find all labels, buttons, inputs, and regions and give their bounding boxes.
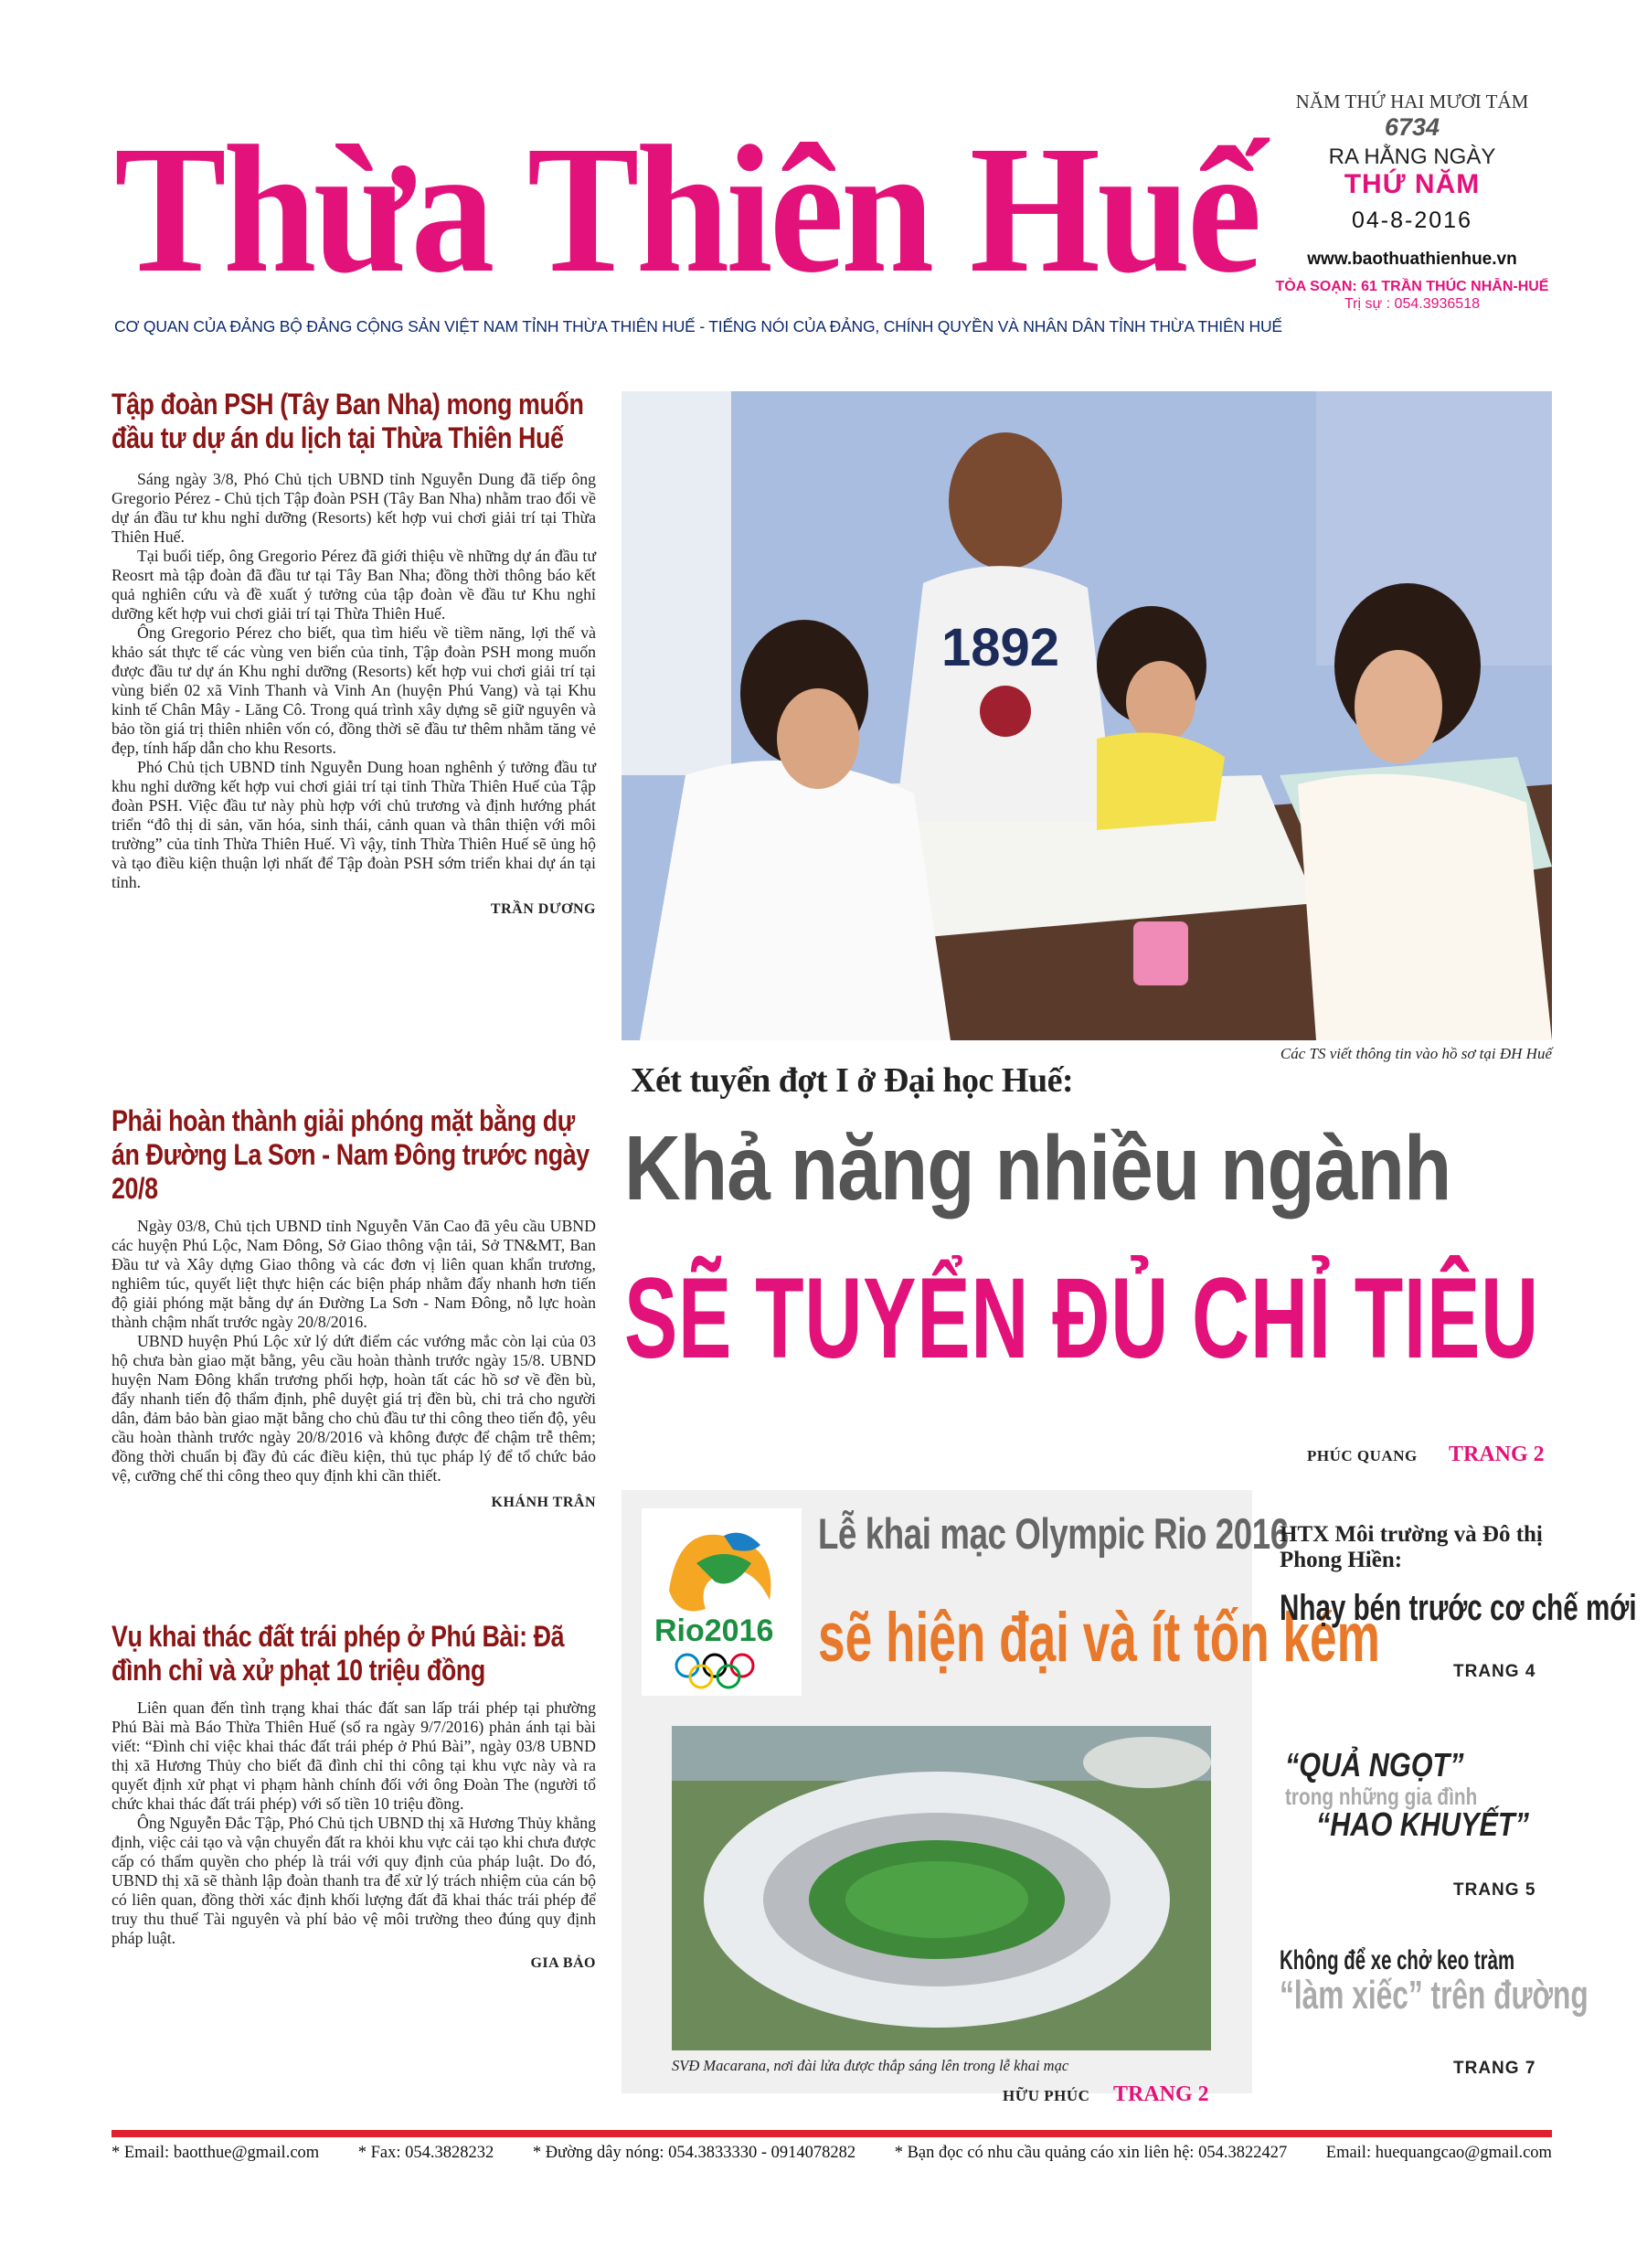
footer-hotline: * Đường dây nóng: 054.3833330 - 0914078282 (532, 2144, 856, 2162)
teaser-page-link[interactable]: TRANG 4 (1453, 1662, 1536, 1681)
article-body (112, 1217, 596, 1485)
teaser-page-link[interactable]: TRANG 7 (1453, 2059, 1536, 2078)
issue-info (1261, 91, 1563, 313)
stadium-caption: SVĐ Macarana, nơi đài lửa được thắp sáng lên trong lễ khai mạc (672, 2057, 1069, 2074)
masthead-tagline: CƠ QUAN CỦA ĐẢNG BỘ ĐẢNG CỘNG SẢN VIỆT NAM TỈNH THỪA THIÊN HUẾ - TIẾNG NÓI CỦA ĐẢNG, CHÍNH QUYỀN VÀ NHÂN DÂN TỈNH THỪA THIÊN HUẾ (114, 317, 1282, 335)
footer-rule (112, 2130, 1552, 2137)
teaser-line[interactable]: “QUẢ NGỌT” (1285, 1746, 1464, 1784)
article-body (112, 470, 596, 892)
article-la-son (112, 1104, 596, 1511)
olympic-headline-line1[interactable]: Lễ khai mạc Olympic Rio 2016 (818, 1509, 1289, 1558)
article-byline: KHÁNH TRÂN (491, 1495, 596, 1510)
footer-email[interactable]: * Email: baotthue@gmail.com (112, 2144, 320, 2162)
footer-ads: * Bạn đọc có nhu cầu quảng cáo xin liên hệ: 054.3822427 (894, 2144, 1288, 2162)
lead-headline-line2[interactable]: SẼ TUYỂN ĐỦ CHỈ TIÊU (624, 1255, 1539, 1382)
teaser-qua-ngot[interactable] (1280, 1746, 1554, 1844)
rio-logo (642, 1508, 802, 1696)
olympic-headline-line2[interactable]: sẽ hiện đại và ít tốn kém (818, 1599, 1380, 1677)
article-headline[interactable]: Phải hoàn thành giải phóng mặt bằng dự án Đường La Sơn - Nam Đông trước ngày 20/8 (112, 1104, 590, 1205)
teaser-keo-tram[interactable] (1280, 1945, 1589, 2018)
lead-kicker[interactable]: Xét tuyển đợt I ở Đại học Huế: (631, 1061, 1074, 1100)
stadium-photo[interactable] (672, 1726, 1211, 2050)
article-paragraph: Sáng ngày 3/8, Phó Chủ tịch UBND tỉnh Nguyễn Dung đã tiếp ông Gregorio Pérez - Chủ tịch Tập đoàn PSH (Tây Ban Nha) nhằm trao đổi về dự án đầu tư khu nghỉ dưỡng (Resorts) kết hợp vui chơi giải trí tại Thừa Thiên Huế. (112, 470, 596, 546)
lead-author: PHÚC QUANG (1307, 1447, 1418, 1464)
office-phone: Trị sự : 054.3936518 (1344, 296, 1480, 313)
issue-frequency: RA HẰNG NGÀY (1328, 144, 1496, 169)
footer-contacts (112, 2144, 1552, 2163)
article-headline[interactable]: Vụ khai thác đất trái phép ở Phú Bài: Đã đình chỉ và xử phạt 10 triệu đồng (112, 1620, 565, 1687)
lead-photo-caption: Các TS viết thông tin vào hồ sơ tại ĐH Huế (1280, 1045, 1552, 1062)
article-paragraph: Ông Nguyễn Đắc Tập, Phó Chủ tịch UBND thị xã Hương Thủy khẳng định, việc cải tạo và vận chuyển đất ra khỏi khu vực cải tạo khi chưa được cấp có thẩm quyền cho phép là trái với quy định của pháp luật. Do đó, UBND thị xã sẽ thành lập đoàn thanh tra để xử lý trách nhiệm của cán bộ có liên quan, đồng thời xác định khối lượng đất đã khai thác trái phép để truy thu thuế Tài nguyên và phí bảo vệ môi trường theo đúng quy định pháp luật. (112, 1814, 596, 1947)
article-body (112, 1698, 596, 1948)
teaser-headline[interactable]: Nhạy bén trước cơ chế mới (1280, 1588, 1637, 1628)
office-address: TÒA SOẠN: 61 TRẦN THÚC NHẪN-HUẾ (1275, 278, 1549, 294)
rio-logo-text: Rio2016 (654, 1613, 774, 1648)
article-byline: GIA BẢO (530, 1955, 596, 1971)
lead-headline-line1[interactable]: Khả năng nhiều ngành (624, 1117, 1451, 1219)
website-link[interactable]: www.baothuathienhue.vn (1307, 249, 1517, 269)
olympic-author: HỮU PHÚC (1003, 2087, 1090, 2104)
issue-number: 6734 (1384, 113, 1440, 142)
issue-weekday: THỨ NĂM (1344, 169, 1481, 200)
article-paragraph: UBND huyện Phú Lộc xử lý dứt điểm các vướng mắc còn lại của 03 hộ chưa bàn giao mặt bằng, yêu cầu hoàn thành trước ngày 15/8. UBND huyện Nam Đông khẩn trương phối hợp, hoàn tất các hồ sơ về đền bù, đẩy nhanh tiến độ thẩm định, phê duyệt giá trị đền bù, chi trả cho người dân, đảm bảo bàn giao mặt bằng cho chủ đầu tư thi công theo tiến độ, yêu cầu hoàn thành trước ngày 20/8/2016 và không được để chậm trễ thêm; đồng thời chuẩn bị đầy đủ các điều kiện, thủ tục pháp lý để tổ chức bảo vệ, cưỡng chế thi công theo quy định khi cần thiết. (112, 1332, 596, 1485)
article-headline[interactable]: Tập đoàn PSH (Tây Ban Nha) mong muốn đầu tư dự án du lịch tại Thừa Thiên Huế (112, 388, 584, 454)
article-paragraph: Ngày 03/8, Chủ tịch UBND tỉnh Nguyễn Văn Cao đã yêu cầu UBND các huyện Phú Lộc, Nam Đông, Sở Giao thông vận tải, Sở TN&MT, Ban Đầu tư và Xây dựng Giao thông và các đơn vị liên quan khẩn trương, nghiêm túc, quyết liệt thực hiện các biện pháp nhằm đẩy nhanh hơn tiến độ giải phóng mặt bằng dự án Đường La Sơn - Nam Đông, nỗ lực hoàn thành chậm nhất trước ngày 20/8/2016. (112, 1217, 596, 1331)
article-paragraph: Liên quan đến tình trạng khai thác đất san lấp trái phép tại phường Phú Bài mà Báo Thừa Thiên Huế (số ra ngày 9/7/2016) phản ánh tại bài viết: “Đình chỉ việc khai thác đất trái phép ở Phú Bài”, ngày 03/8 UBND thị xã Hương Thủy cho biết đã đình chỉ thi công tại khu vực này và ra quyết định xử phạt vi phạm hành chính đối với ông Đoàn The (người tổ chức khai thác đất trái phép) với số tiền 10 triệu đồng. (112, 1698, 596, 1813)
lead-photo[interactable] (622, 391, 1552, 1040)
article-paragraph: Tại buổi tiếp, ông Gregorio Pérez đã giới thiệu về những dự án đầu tư Reosrt mà tập đoàn đã đầu tư tại Tây Ban Nha; đồng thời thông báo kết quả nghiên cứu và đề xuất ý tưởng của tập đoàn về đầu tư Khu nghỉ dưỡng kết hợp vui chơi giải trí tại Thừa Thiên Huế. (112, 547, 596, 623)
teaser-line: trong những gia đình (1285, 1783, 1478, 1810)
teaser-line[interactable]: Không để xe chở keo tràm (1280, 1945, 1515, 1975)
article-psh (112, 388, 596, 918)
masthead-title: Thừa Thiên Huế (114, 109, 1259, 311)
students-illustration (622, 391, 1552, 1040)
teaser-page-link[interactable]: TRANG 5 (1453, 1880, 1536, 1900)
footer-ads-email[interactable]: Email: huequangcao@gmail.com (1325, 2144, 1552, 2162)
lead-page-link[interactable]: TRANG 2 (1449, 1443, 1545, 1466)
teaser-htx[interactable] (1280, 1522, 1637, 1629)
issue-year: NĂM THỨ HAI MƯƠI TÁM (1295, 91, 1529, 112)
teaser-line[interactable]: “HAO KHUYẾT” (1316, 1805, 1529, 1843)
olympic-page-link[interactable]: TRANG 2 (1113, 2082, 1209, 2106)
issue-date: 04-8-2016 (1352, 208, 1472, 234)
rio-logo-icon (642, 1508, 802, 1696)
article-phu-bai (112, 1620, 596, 1972)
article-paragraph: Ông Gregorio Pérez cho biết, qua tìm hiểu về tiềm năng, lợi thế và khảo sát thực tế các vùng ven biển của tỉnh, Tập đoàn PSH mong muốn được đầu tư dự án Khu nghỉ dưỡng (Resorts) kết hợp vui chơi giải trí tại vùng biển 02 xã Vinh Thanh và Vinh An (huyện Phú Vang) và tại Khu kinh tế Chân Mây - Lăng Cô. Trong quá trình xây dựng sẽ giữ nguyên và bảo tồn giá trị thiên nhiên vốn có, đồng thời sẽ đầu tư thêm nhằm tăng vẻ đẹp, tính hấp dẫn cho khu Resorts. (112, 623, 596, 757)
teaser-kicker: HTX Môi trường và Đô thị Phong Hiền: (1280, 1522, 1543, 1572)
article-paragraph: Phó Chủ tịch UBND tỉnh Nguyễn Dung hoan nghênh ý tưởng đầu tư khu nghỉ dưỡng kết hợp vui chơi giải trí tại tỉnh Thừa Thiên Huế của Tập đoàn PSH. Việc đầu tư này phù hợp với chủ trương và định hướng phát triển “đô thị di sản, văn hóa, sinh thái, cảnh quan và thân thiện với môi trường” của tỉnh Thừa Thiên Huế. Vì vậy, tỉnh Thừa Thiên Huế sẽ ủng hộ và tạo điều kiện thuận lợi nhất để Tập đoàn PSH sớm triển khai dự án tại tỉnh. (112, 758, 596, 891)
article-byline: TRẦN DƯƠNG (490, 901, 596, 917)
shirt-number: 1892 (941, 618, 1060, 677)
teaser-line[interactable]: “làm xiếc” trên đường (1280, 1973, 1589, 2018)
footer-fax: * Fax: 054.3828232 (357, 2144, 494, 2162)
stadium-illustration (672, 1726, 1211, 2050)
